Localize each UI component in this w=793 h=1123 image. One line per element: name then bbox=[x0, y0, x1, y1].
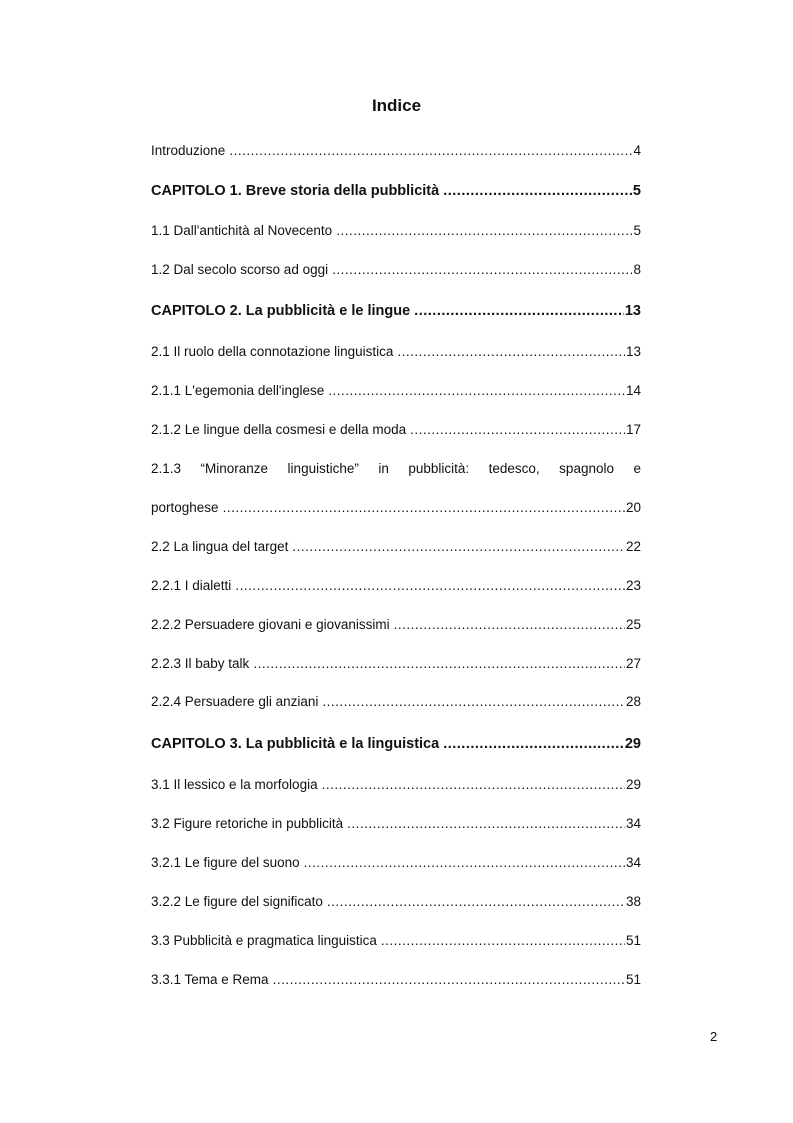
toc-leader-dots bbox=[322, 693, 625, 711]
toc-entry-title: 3.1 Il lessico e la morfologia bbox=[151, 777, 318, 792]
toc-entry-3-3 bbox=[151, 932, 641, 950]
toc-entry-title: 2.2.4 Persuadere gli anziani bbox=[151, 694, 319, 709]
toc-entry-title: 2.1.2 Le lingue della cosmesi e della moda bbox=[151, 422, 407, 437]
toc-entry-page: 22 bbox=[625, 539, 641, 554]
toc-entry-title: 2.2.1 I dialetti bbox=[151, 578, 232, 593]
toc-entry-title: 3.3 Pubblicità e pragmatica linguistica bbox=[151, 933, 377, 948]
toc-chapter-2 bbox=[151, 302, 641, 320]
toc-entry-page: 14 bbox=[625, 383, 641, 398]
toc-leader-dots bbox=[410, 421, 625, 439]
toc-entry-2-2 bbox=[151, 538, 641, 556]
toc-entry-title: Introduzione bbox=[151, 143, 226, 158]
toc-leader-dots bbox=[229, 142, 632, 160]
toc-entry-2-2-4 bbox=[151, 693, 641, 711]
toc-entry-title: 1.1 Dall'antichità al Novecento bbox=[151, 223, 333, 238]
toc-entry-page: 28 bbox=[625, 694, 641, 709]
toc-entry-2-1-1 bbox=[151, 382, 641, 400]
toc-entry-title: portoghese bbox=[151, 500, 219, 515]
toc-entry-title: 1.2 Dal secolo scorso ad oggi bbox=[151, 262, 329, 277]
toc-entry-page: 34 bbox=[625, 816, 641, 831]
toc-leader-dots bbox=[327, 893, 625, 911]
toc-leader-dots bbox=[223, 499, 625, 517]
page-number: 2 bbox=[710, 1029, 718, 1044]
toc-entry-1-1 bbox=[151, 222, 641, 240]
toc-entry-page: 51 bbox=[625, 933, 641, 948]
toc-leader-dots bbox=[336, 222, 632, 240]
toc-leader-dots bbox=[304, 854, 625, 872]
page-title: Indice bbox=[371, 96, 422, 115]
toc-entry-page: 20 bbox=[625, 500, 641, 515]
toc-entry-page: 23 bbox=[625, 578, 641, 593]
toc-entry-title: 3.2.1 Le figure del suono bbox=[151, 855, 300, 870]
toc-entry-title: 2.1.1 L'egemonia dell'inglese bbox=[151, 383, 325, 398]
toc-entry-title: CAPITOLO 1. Breve storia della pubblicità bbox=[151, 183, 440, 199]
toc-leader-dots bbox=[332, 261, 632, 279]
toc-entry-page: 34 bbox=[625, 855, 641, 870]
toc-entry-2-1-2 bbox=[151, 421, 641, 439]
toc-entry-2-1-3-line2 bbox=[151, 499, 641, 517]
toc-entry-2-2-3 bbox=[151, 655, 641, 673]
toc-leader-dots bbox=[253, 655, 625, 673]
toc-leader-dots bbox=[292, 538, 625, 556]
toc-entry-page: 5 bbox=[632, 183, 641, 199]
toc-entry-3-2 bbox=[151, 815, 641, 833]
toc-entry-2-1 bbox=[151, 343, 641, 361]
toc-entry-page: 51 bbox=[625, 972, 641, 987]
toc-entry-2-2-1 bbox=[151, 577, 641, 595]
toc-entry-title: CAPITOLO 2. La pubblicità e le lingue bbox=[151, 303, 411, 319]
toc-entry-page: 29 bbox=[624, 736, 641, 752]
toc-entry-3-2-2 bbox=[151, 893, 641, 911]
toc-leader-dots bbox=[328, 382, 625, 400]
toc-leader-dots bbox=[443, 182, 632, 200]
toc-entry-3-3-1 bbox=[151, 971, 641, 989]
toc-entry-title: 2.2.3 Il baby talk bbox=[151, 656, 250, 671]
toc-leader-dots bbox=[273, 971, 625, 989]
toc-chapter-3 bbox=[151, 735, 641, 753]
toc-entry-title: 2.2 La lingua del target bbox=[151, 539, 289, 554]
toc-entry-title: 3.2.2 Le figure del significato bbox=[151, 894, 323, 909]
toc-entry-3-2-1 bbox=[151, 854, 641, 872]
toc-entry-page: 4 bbox=[633, 143, 641, 158]
toc-leader-dots bbox=[347, 815, 625, 833]
toc-entry-2-1-3-line1: 2.1.3 “Minoranze linguistiche” in pubblicità: tedesco, spagnolo e bbox=[151, 461, 641, 476]
toc-entry-1-2 bbox=[151, 261, 641, 279]
toc-entry-page: 25 bbox=[625, 617, 641, 632]
toc-entry-page: 29 bbox=[625, 777, 641, 792]
toc-leader-dots bbox=[443, 735, 624, 753]
toc-entry-introduzione bbox=[151, 142, 641, 160]
toc-entry-title: 2.1 Il ruolo della connotazione linguistica bbox=[151, 344, 394, 359]
toc-chapter-1 bbox=[151, 182, 641, 200]
toc-entry-3-1 bbox=[151, 776, 641, 794]
toc-leader-dots bbox=[394, 616, 625, 634]
toc-entry-title: 2.2.2 Persuadere giovani e giovanissimi bbox=[151, 617, 390, 632]
toc-entry-page: 38 bbox=[625, 894, 641, 909]
toc-leader-dots bbox=[381, 932, 625, 950]
toc-entry-page: 13 bbox=[624, 303, 641, 319]
toc-entry-page: 5 bbox=[633, 223, 641, 238]
toc-leader-dots bbox=[235, 577, 625, 595]
toc-entry-title: 3.3.1 Tema e Rema bbox=[151, 972, 269, 987]
toc-leader-dots bbox=[397, 343, 625, 361]
toc-entry-page: 13 bbox=[625, 344, 641, 359]
toc-entry-page: 17 bbox=[625, 422, 641, 437]
toc-leader-dots bbox=[322, 776, 625, 794]
toc-entry-page: 27 bbox=[625, 656, 641, 671]
toc-entry-title: 3.2 Figure retoriche in pubblicità bbox=[151, 816, 344, 831]
toc-entry-title: CAPITOLO 3. La pubblicità e la linguistica bbox=[151, 736, 440, 752]
toc-leader-dots bbox=[414, 302, 624, 320]
toc-entry-page: 8 bbox=[633, 262, 641, 277]
toc-entry-2-2-2 bbox=[151, 616, 641, 634]
